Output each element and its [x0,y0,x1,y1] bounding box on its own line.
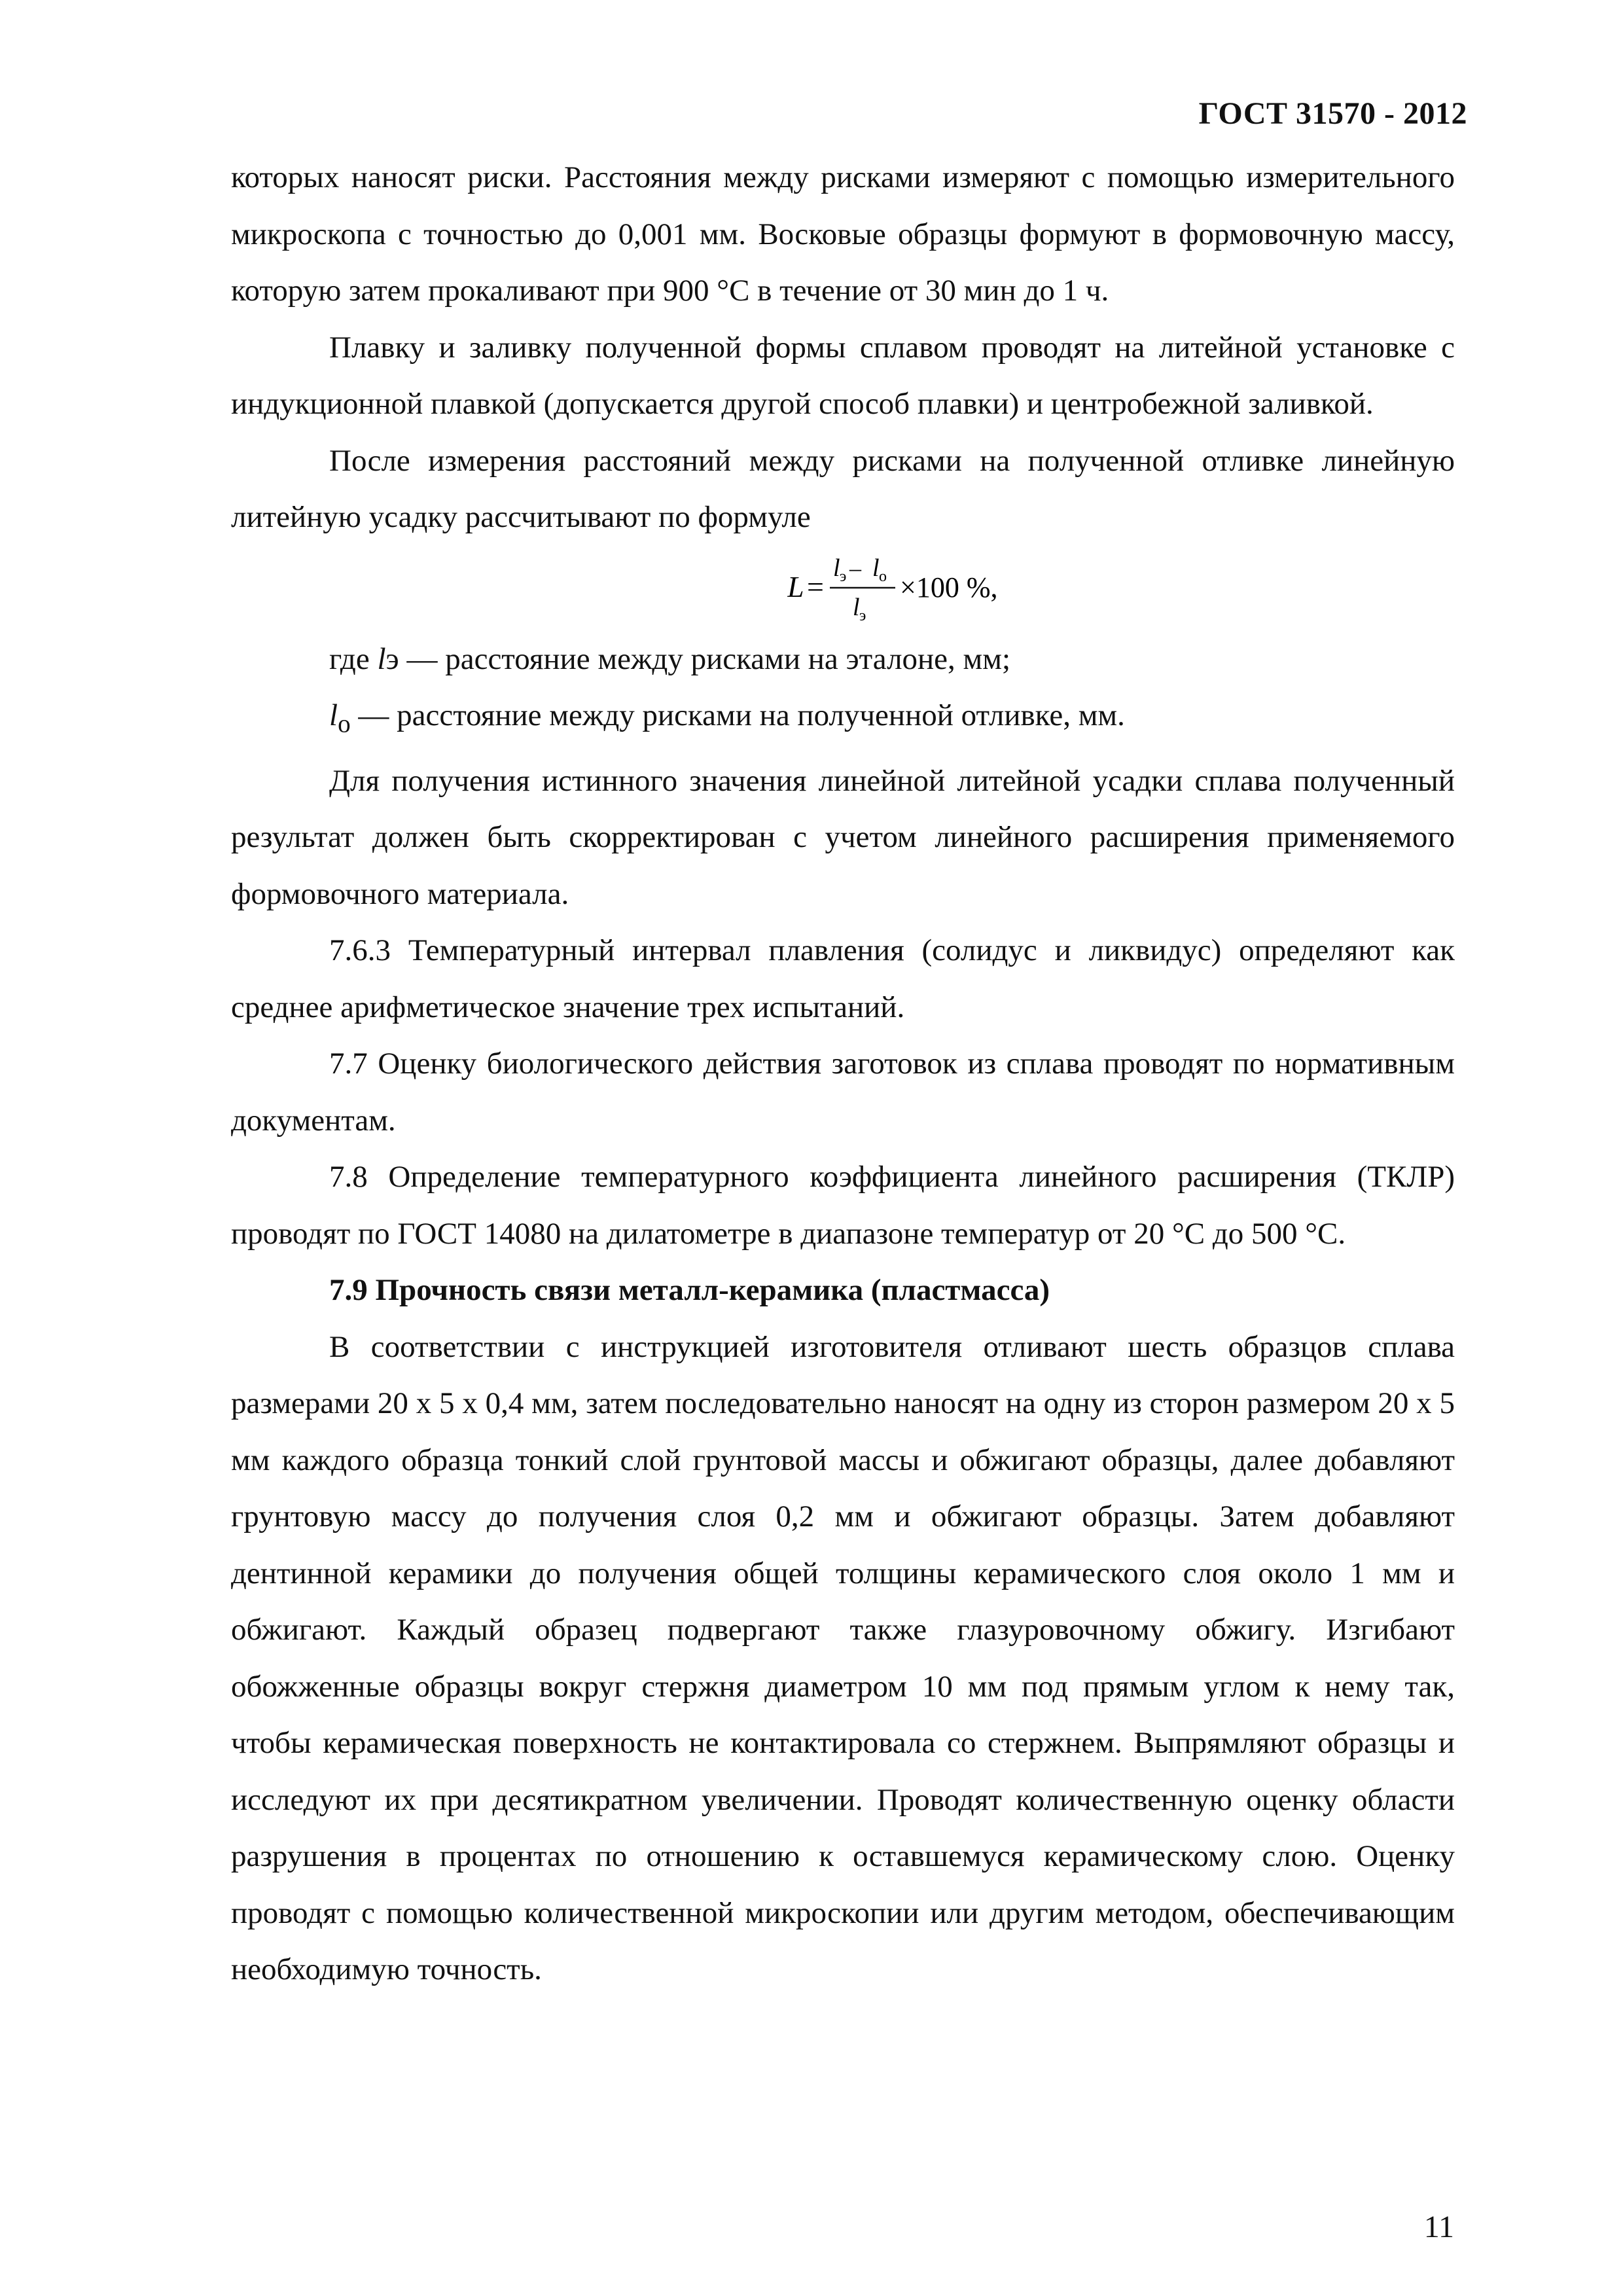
definition-l-etalon [231,631,1455,688]
paragraph-7-8: 7.8 Определение температурного коэффициента линейного расширения (ТКЛР) проводят по ГОСТ 14080 на дилатометре в диапазоне температур от 20 °С до 500 °С. [231,1160,1455,1251]
def-symbol-lo: l [329,698,338,732]
formula-numerator-a: l [833,554,840,582]
paragraph-continuation: которых наносят риски. Расстояния между рисками измеряют с помощью измерительного микроскопа с точностью до 0,001 мм. Восковые образцы формуют в формовочную массу, которую затем прокаливают при 900 °С в течение от 30 мин до 1 ч. [231,160,1455,308]
formula-denominator-sub: э [859,607,866,624]
formula-svg [787,551,1049,630]
def-symbol-le: l [377,641,386,676]
paragraph-melting: Плавку и заливку полученной формы сплавом проводят на литейной установке с индукционной плавкой (допускается другой способ плавки) и центробежной заливкой. [231,330,1455,421]
paragraph-correction: Для получения истинного значения линейной литейной усадки сплава полученный результат должен быть скорректирован с учетом линейного расширения применяемого формовочного материала. [231,763,1455,911]
where-label: где [329,641,378,676]
formula-numerator-a-sub: э [840,567,847,585]
paragraph-7-6-3: 7.6.3 Температурный интервал плавления (солидус и ликвидус) определяют как среднее арифметическое значение трех испытаний. [231,933,1455,1024]
formula-equals: = [807,569,824,603]
def-symbol-le-sub: э [385,641,399,676]
section-heading-7-9: 7.9 Прочность связи металл-керамика (пластмасса) [329,1273,1050,1308]
shrinkage-formula [231,546,1455,631]
document-code: ГОСТ 31570 - 2012 [1198,96,1467,131]
definition-l-casting [231,687,1455,753]
def-symbol-lo-sub: о [338,709,351,738]
def-text-lo: — расстояние между рисками на полученной отливке, мм. [350,698,1125,732]
page-number: 11 [1423,2210,1454,2244]
page-content [231,149,1455,1998]
def-text-le: — расстояние между рисками на эталоне, мм; [399,641,1011,676]
paragraph-7-7: 7.7 Оценку биологического действия заготовок из сплава проводят по нормативным документам. [231,1047,1455,1138]
formula-lhs: L [787,569,804,603]
paragraph-formula-intro: После измерения расстояний между рисками на полученной отливке линейную литейную усадку рассчитывают по формуле [231,443,1455,534]
formula-numerator-b-sub: о [879,567,887,585]
formula-numerator-b: l [872,554,880,582]
formula-minus: – [849,554,861,581]
formula-rhs: ×100 %, [900,571,998,603]
formula-denominator: l [853,593,860,621]
paragraph-7-9-body: В соответствии с инструкцией изготовителя отливают шесть образцов сплава размерами 20 х 5 х 0,4 мм, затем последовательно наносят на одну из сторон размером 20 х 5 мм каждого образца тонкий слой грунтовой массы и обжигают образцы, далее добавляют грунтовую массу до получения слоя 0,2 мм и обжигают образцы. Затем добавляют дентинной керамики до получения общей толщины керамического слоя около 1 мм и обжигают. Каждый образец подвергают также глазуровочному обжигу. Изгибают обожженные образцы вокруг стержня диаметром 10 мм под прямым углом к нему так, чтобы керамическая поверхность не контактировала со стержнем. Выпрямляют образцы и исследуют их при десятикратном увеличении. Проводят количественную оценку области разрушения в процентах по отношению к оставшемуся керамическому слою. Оценку проводят с помощью количественной микроскопии или другим методом, обеспечивающим необходимую точность. [231,1329,1455,1987]
